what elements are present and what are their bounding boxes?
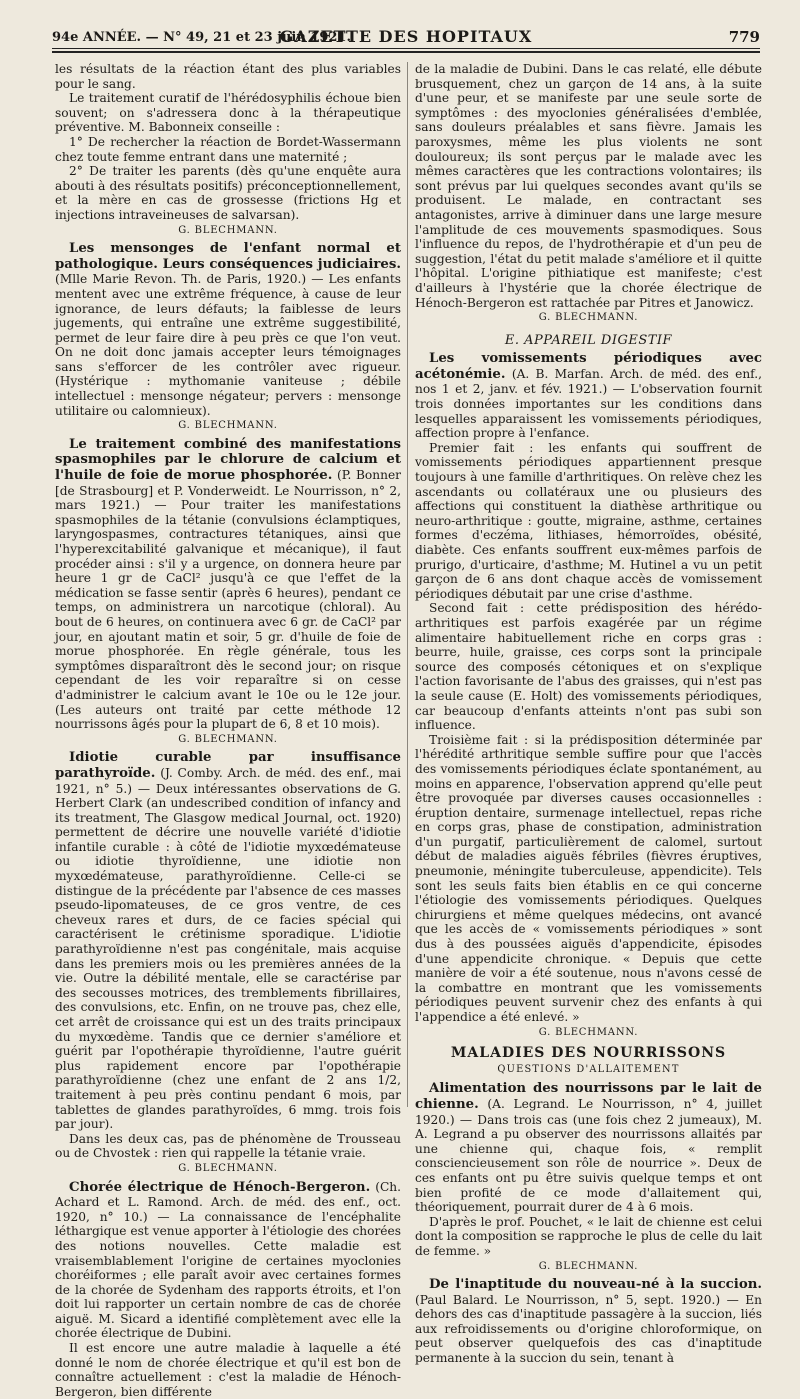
article: [55, 437, 401, 732]
signature: G. BLECHMANN.: [178, 420, 278, 432]
signature: G. BLECHMANN.: [538, 1260, 639, 1272]
paragraph: Second fait : cette prédisposition des hérédo-arthritiques est parfois exagérée par un régime alimentaire habituellement riche en corps gras : beurre, huile, graisse, ces corps sont la principale source des composés cétoniques et on s'explique l'action favorisante de l'abus des graisses, qui n'est pas la seule cause (E. Holt) des vomissements périodiques, car beaucoup d'enfants atteints n'ont pas subi son influence.: [415, 601, 762, 733]
left-column: [55, 62, 401, 1399]
paragraph: Le traitement curatif de l'hérédosyphilis échoue bien souvent; on s'adressera donc à la thérapeutique préventive. M. Babonneix conseille :: [55, 91, 401, 135]
paragraph: les résultats de la réaction étant des plus variables pour le sang.: [55, 62, 401, 91]
paragraph: Dans les deux cas, pas de phénomène de Trousseau ou de Chvostek : rien qui rappelle la tétanie vraie.: [55, 1131, 401, 1161]
signature: G. BLECHMANN.: [178, 224, 278, 236]
article-body: (A. Legrand. Le Nourrisson, n° 4, juillet 1920.) — Dans trois cas (une fois chez 2 jumeaux), M. A. Legrand a pu observer des nourrissons allaités par une chienne qui, chaque fois, « remplit consciencieusement son rôle de nourrice ». Deux de ces enfants ont pu être suivis quelque temps et ont bien profité de ce mode d'allaitement qui, théoriquement, pourrait durer de 4 à 6 mois.: [415, 1096, 762, 1215]
article: [415, 1081, 762, 1214]
article: [415, 1277, 762, 1366]
article-title: De l'inaptitude du nouveau-né à la succion.: [429, 1277, 762, 1293]
signature: G. BLECHMANN.: [538, 1026, 639, 1038]
signature: G. BLECHMANN.: [178, 733, 278, 745]
issue-info: 94e ANNÉE. — N° 49, 21 et 23 juin 1921.: [52, 30, 351, 45]
paragraph: D'après le prof. Pouchet, « le lait de chienne est celui dont la composition se rapproche le plus de celle du lait de femme. »: [415, 1214, 762, 1258]
article-body: (Paul Balard. Le Nourrisson, n° 5, sept. 1920.) — En dehors des cas d'inaptitude passagère à la succion, liés aux refroidissements ou d'origine chloroformique, on peut observer quelquefois des cas d'inaptitude permanente à la succion du sein, tenant à: [415, 1292, 762, 1366]
article: [55, 241, 401, 418]
page-header: [52, 22, 760, 50]
section-heading: E. APPAREIL DIGESTIF: [504, 332, 673, 348]
article: [55, 750, 401, 1131]
section-heading: MALADIES DES NOURRISSONS: [450, 1045, 727, 1062]
article-body: (P. Bonner [de Strasbourg] et P. Vonderweidt. Le Nourrisson, n° 2, mars 1921.) — Pour traiter les manifestations spasmophiles de la tétanie (convulsions éclamptiques, laryngospasmes, contractures tétaniques, ainsi que l'hyperexcitabilité galvanique et mécanique), il faut procéder ainsi : s'il y a urgence, on donnera heure par heure 1 gr de CaCl² jusqu'à ce que l'effet de la médication se fasse sentir (après 6 heures), pendant ce temps, on administrera un narcotique (chloral). Au bout de 6 heures, on continuera avec 6 gr. de CaCl² par jour, en ajoutant matin et soir, 5 gr. d'huile de foie de morue phosphorée. En règle générale, tous les symptômes disparaîtront dès le second jour; on risque cependant de les voir reparaître si on cesse d'administrer le calcium avant le 10e ou le 12e jour. (Les auteurs ont traité par cette méthode 12 nourrissons âgés pour la plupart de 6, 8 et 10 mois).: [55, 468, 402, 732]
article: [415, 351, 762, 441]
article-title: Les mensonges de l'enfant normal et pathologique. Leurs conséquences judiciaires.: [55, 241, 401, 272]
page-number: 779: [728, 28, 760, 46]
paragraph: Il est encore une autre maladie à laquelle a été donné le nom de chorée électrique et qu'il est bon de connaître actuellement : c'est la maladie de Hénoch-Bergeron, bien différente: [55, 1341, 401, 1399]
header-rule: [52, 48, 760, 53]
paragraph: de la maladie de Dubini. Dans le cas relaté, elle débute brusquement, chez un garçon de 14 ans, à la suite d'une peur, et se manifeste par une seule sorte de symptômes : des myoclonies généralisées d'emblée, sans douleurs préalables et sans fièvre. Jamais les paroxysmes, même les plus violents ne sont douloureux; ils sont perçus par le malade avec les mêmes caractères que les contractions volontaires; ils sont prévus par lui quelques secondes avant qu'ils se produisent. Le malade, en contractant ses antagonistes, arrive à diminuer dans une large mesure l'amplitude de ces mouvements spasmodiques. Sous l'influence du repos, de l'hydrothérapie et d'un peu de suggestion, l'état du petit malade s'améliore et il quitte l'hôpital. L'origine pithiatique est manifeste; c'est d'ailleurs à l'hystérie que la chorée électrique de Hénoch-Bergeron est rattachée par Pitres et Janowicz.: [415, 62, 762, 310]
section-subheading: QUESTIONS D'ALLAITEMENT: [497, 1063, 680, 1075]
paragraph: 1° De rechercher la réaction de Bordet-Wassermann chez toute femme entrant dans une maternité ;: [55, 134, 401, 164]
article-body: (Mlle Marie Revon. Th. de Paris, 1920.) — Les enfants mentent avec une extrême fréquence, à cause de leur ignorance, de leurs défauts; la faiblesse de leurs jugements, qui entraîne une extrême suggestibilité, permet de leur faire dire à peu près ce que l'on veut. On ne doit donc jamais accepter leurs témoignages sans s'efforcer de les contrôler avec rigueur. (Hystérique : mythomanie vaniteuse ; débile intellectuel : mensonge négateur; pervers : mensonge utilitaire ou calomnieux).: [55, 272, 401, 418]
article-body: (J. Comby. Arch. de méd. des enf., mai 1921, n° 5.) — Deux intéressantes observations de G. Herbert Clark (an undescribed condition of infancy and its treatment, The Glasgow medical Journal, oct. 1920) permettent de décrire une nouvelle variété d'idiotie infantile curable : à côté de l'idiotie myxœdémateuse ou idiotie thyroïdienne, une idiotie non myxœdémateuse, parathyroïdienne. Celle-ci se distingue de la précédente par l'absence de ces masses pseudo-lipomateuses, de ce gros ventre, de ces cheveux rares et durs, de ce facies spécial qui caractérisent le crétinisme sporadique. L'idiotie parathyroïdienne n'est pas congénitale, mais acquise dans les premiers mois ou les premières années de la vie. Outre la débilité mentale, elle se caractérise par des secousses motrices, des tremblements fibrillaires, des convulsions, etc. Enfin, on ne trouve pas, chez elle, cet arrêt de croissance qui est un des traits principaux du myxœdème. Tandis que ce dernier s'améliore et guérit par l'opothérapie thyroïdienne, l'autre guérit plus rapidement encore par l'opothérapie parathyroïdienne (chez une enfant de 2 ans 1/2, traitement à peu près continu pendant 6 mois, par tablettes de glandes parathyroïdes, 6 mmg. trois fois par jour).: [55, 765, 401, 1132]
right-column: [415, 62, 762, 1366]
article-title: Les vomissements périodiques avec acétonémie.: [415, 351, 762, 382]
article-body: (Ch. Achard et L. Ramond. Arch. de méd. des enf., oct. 1920, n° 10.) — La connaissance de l'encéphalite léthargique est venue apporter à l'étiologie des chorées des notions nouvelles. Cette maladie est vraisemblablement l'origine de certaines myoclonies choréiformes ; elle paraît avoir avec certaines formes de la chorée de Sydenham des rapports étroits, et l'on doit lui rapporter un certain nombre de cas de chorée aiguë. M. Sicard a identifié complètement avec elle la chorée électrique de Dubini.: [55, 1179, 402, 1341]
article-title: Alimentation des nourrissons par le lait de chienne.: [415, 1081, 762, 1112]
article-title: Idiotie curable par insuffisance parathyroïde.: [55, 750, 401, 781]
article-body: (A. B. Marfan. Arch. de méd. des enf., nos 1 et 2, janv. et fév. 1921.) — L'observation fournit trois données importantes sur les conditions dans lesquelles apparaissent les vomissements périodiques, affection propre à l'enfance.: [415, 366, 762, 441]
article: [55, 1180, 401, 1342]
journal-title: GAZETTE DES HOPITAUX: [279, 27, 533, 46]
paragraph: Premier fait : les enfants qui souffrent de vomissements périodiques appartiennent presque toujours à une famille d'arthritiques. On relève chez les ascendants ou collatéraux une ou plusieurs des affections qui constituent la diathèse arthritique ou neuro-arthritique : goutte, migraine, asthme, certaines formes d'eczéma, lithiases, hémorroïdes, obésité, diabète. Ces enfants souffrent eux-mêmes parfois de prurigo, d'urticaire, d'asthme; M. Hutinel a vu un petit garçon de 6 ans dont chaque accès de vomissement périodiques débutait par une crise d'asthme.: [415, 440, 762, 601]
article-title: Chorée électrique de Hénoch-Bergeron.: [69, 1179, 371, 1195]
signature: G. BLECHMANN.: [538, 312, 639, 324]
paragraph: 2° De traiter les parents (dès qu'une enquête aura abouti à des résultats positifs) préconceptionnellement, et la mère en cas de grossesse (frictions Hg et injections intraveineuses de salvarsan).: [55, 164, 401, 222]
article-title: Le traitement combiné des manifestations spasmophiles par le chlorure de calcium et l'huile de foie de morue phosphorée.: [55, 436, 401, 484]
signature: G. BLECHMANN.: [178, 1162, 278, 1174]
column-divider: [407, 62, 408, 1107]
paragraph: Troisième fait : si la prédisposition déterminée par l'hérédité arthritique semble suffire pour que l'accès des vomissements périodiques éclate spontanément, au moins en apparence, l'observation apprend qu'elle peut être provoquée par diverses causes occasionnelles : éruption dentaire, surmenage intellectuel, repas riche en corps gras, phase de constipation, administration d'un purgatif, particulièrement de calomel, surtout début de maladies aiguës fébriles (fièvres éruptives, pneumonie, méningite tuberculeuse, appendicite). Tels sont les seuls faits bien établis en ce qui concerne l'étiologie des vomissements périodiques. Quelques chirurgiens et même quelques médecins, ont avancé que les accès de « vomissements périodiques » sont dus à des poussées aiguës d'appendicite, épisodes d'une appendicite chronique. « Depuis que cette manière de voir a été soutenue, nous n'avons cessé de la combattre en montrant que les vomissements périodiques peuvent survenir chez des enfants à qui l'appendice a été enlevé. »: [415, 732, 762, 1024]
